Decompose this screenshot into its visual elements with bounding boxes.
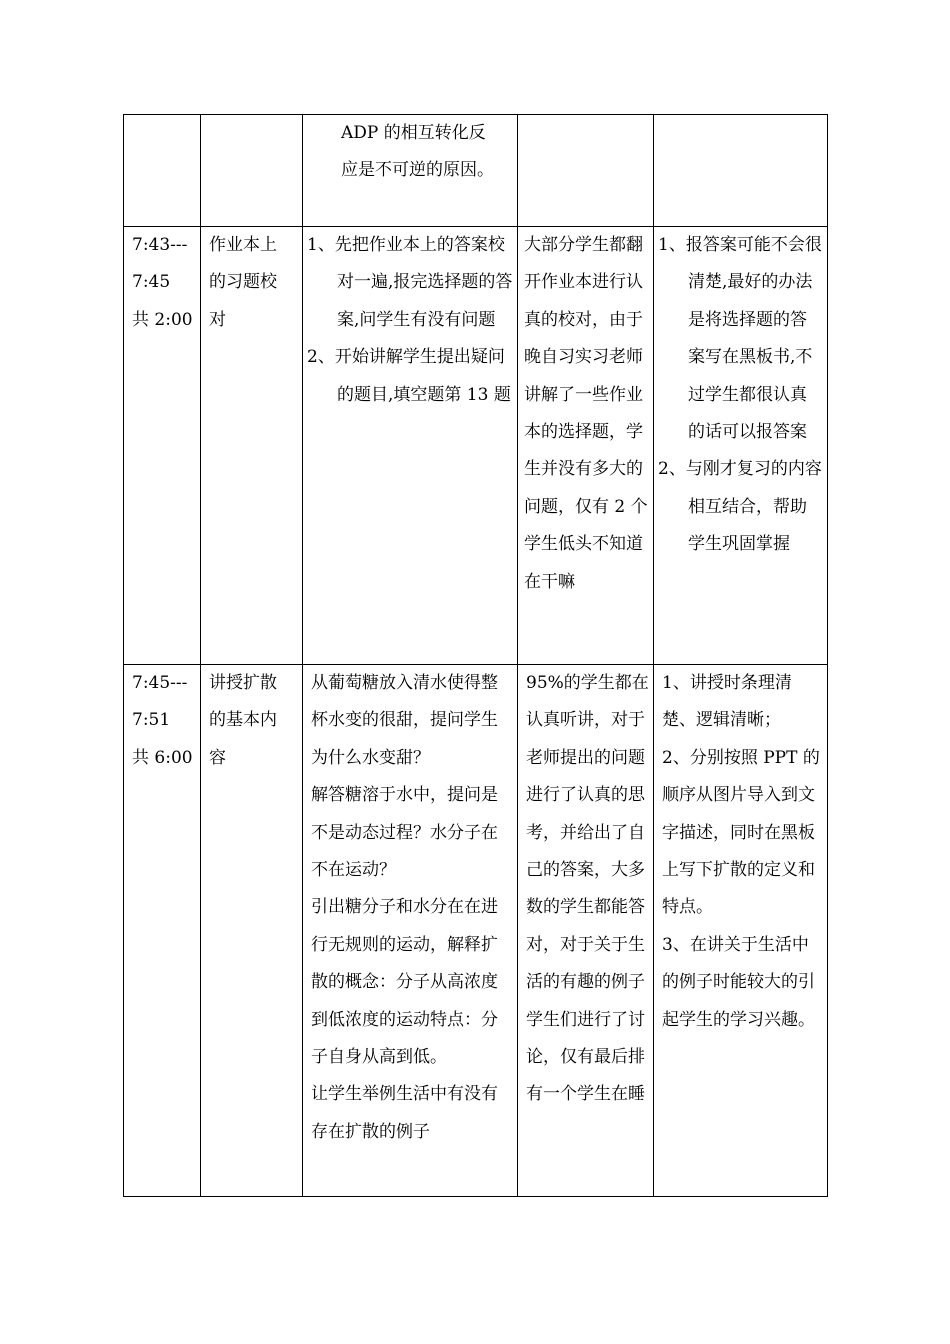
content-cell [303,115,518,227]
content-paragraph: 引出糖分子和水分在在进行无规则的运动，解释扩散的概念：分子从高浓度到低浓度的运动特点：分子自身从高到低。 [311,897,498,1068]
time-cell [124,227,201,665]
response-cell [518,115,654,227]
activity-cell [201,665,303,1197]
table-row [124,665,828,1197]
response-text: 95%的学生都在认真听讲，对于老师提出的问题进行了认真的思考，并给出了自己的答案，大多数的学生都能答对，对于关于生活的有趣的例子学生们进行了讨论，仅有最后排有一个学生在睡 [526,673,649,1105]
activity-line: 讲授扩散 [209,673,277,693]
response-cell [518,227,654,665]
reflection-cell [654,227,828,665]
content-cell [303,665,518,1197]
reflection-paragraph: 1、讲授时条理清楚、逻辑清晰； [662,673,792,731]
response-cell [518,665,654,1197]
table-row [124,115,828,227]
activity-line: 容 [209,747,226,768]
time-duration: 共 2:00 [132,309,193,330]
time-start: 7:43--- [132,235,188,255]
reflection-paragraph: 3、在讲关于生活中的例子时能较大的引起学生的学习兴趣。 [662,934,815,1030]
content-paragraph: 解答糖溶于水中，提问是不是动态过程？水分子在不在运动？ [311,785,498,881]
activity-cell [201,227,303,665]
activity-line: 的基本内 [209,710,277,731]
activity-cell [201,115,303,227]
reflection-cell [654,665,828,1197]
time-start: 7:45--- [132,673,188,693]
time-end: 7:45 [132,272,171,293]
content-line: 应是不可逆的原因。 [341,160,494,181]
time-duration: 共 6:00 [132,747,193,768]
content-paragraph: 从葡萄糖放入清水使得整杯水变的很甜，提问学生为什么水变甜？ [311,673,498,768]
reflection-cell [654,115,828,227]
table-row [124,227,828,665]
activity-line: 的习题校 [209,272,277,293]
lesson-observation-table [123,114,828,1197]
time-end: 7:51 [132,710,171,731]
response-text: 大部分学生都翻开作业本进行认真的校对，由于晚自习实习老师讲解了一些作业本的选择题，学生并没有多大的问题，仅有 2 个学生低头不知道在干嘛 [524,235,648,592]
content-cell [303,227,518,665]
reflection-paragraph: 2、分别按照 PPT 的顺序从图片导入到文字描述，同时在黑板上写下扩散的定义和特点。 [662,747,820,918]
time-cell [124,115,201,227]
reflection-item: 1、报答案可能不会很清楚,最好的办法是将选择题的答案写在黑板书,不过学生都很认真的话可以报答案 [658,235,822,443]
activity-line: 作业本上 [209,235,277,255]
content-item: 2、开始讲解学生提出疑问的题目,填空题第 13 题 [307,347,511,405]
content-item: 1、先把作业本上的答案校对一遍,报完选择题的答案,问学生有没有问题 [307,235,513,330]
activity-line: 对 [209,309,226,330]
time-cell [124,665,201,1197]
content-line: ADP 的相互转化反 [341,123,486,143]
content-paragraph: 让学生举例生活中有没有存在扩散的例子 [311,1084,498,1142]
reflection-item: 2、与刚才复习的内容相互结合，帮助学生巩固掌握 [658,459,822,555]
